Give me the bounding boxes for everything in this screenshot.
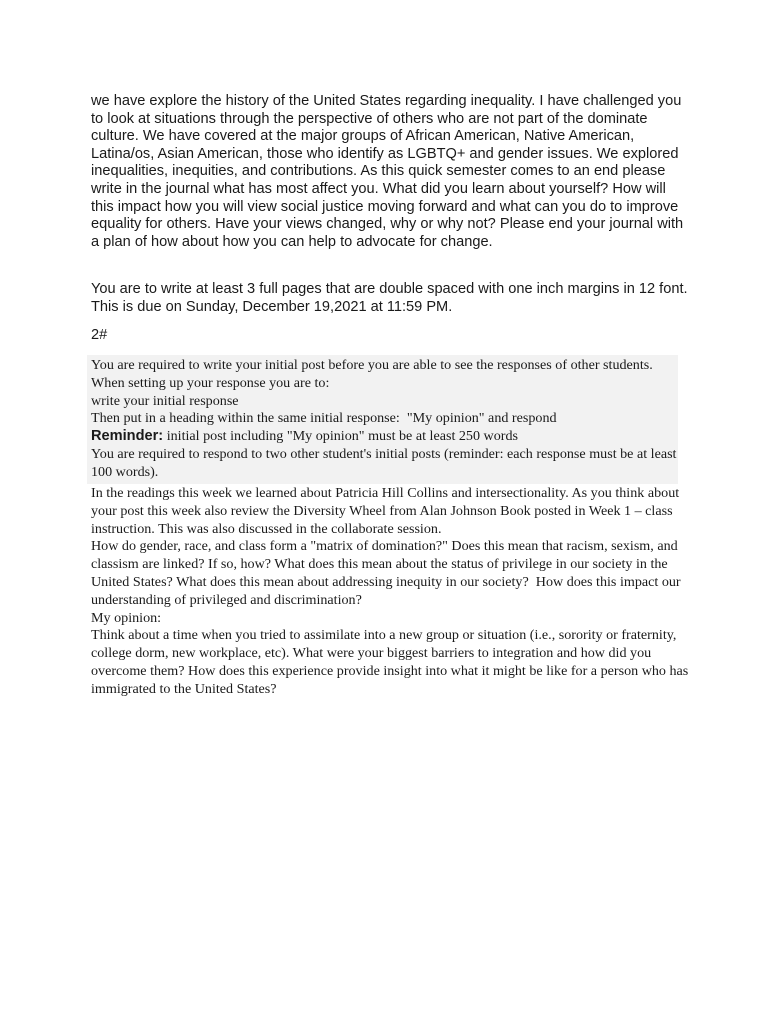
journal-instructions-paragraph: we have explore the history of the United States regarding inequality. I have challenged you to look at situations through the perspective of others who are not part of the dominate culture. We have covered at the major groups of African American, Native American, Latina/os, Asian American, those who identify as LGBTQ+ and gender issues. We explored inequalities, inequities, and contributions. As this quick semester comes to an end please write in the journal what has most affect you. What did you learn about yourself? How will this impact how you will view social justice moving forward and what can you do to improve equality for others. Have your views changed, why or why not? Please end your journal with a plan of how about how you can help to advocate for change. xyxy=(91,93,684,250)
prompt-readings-paragraph: In the readings this week we learned about Patricia Hill Collins and intersectionality. As you think about your post this week also review the Diversity Wheel from Alan Johnson Book posted in Week 1 – class instruction. This was also discussed in the collaborate session. xyxy=(91,485,683,537)
reminder-line xyxy=(91,428,691,446)
discussion-instructions xyxy=(91,357,691,482)
instruction-respond-others: You are required to respond to two other student's initial posts (reminder: each response must be at least 100 words). xyxy=(91,445,681,480)
journal-requirements-paragraph: You are to write at least 3 full pages that are double spaced with one inch margins in 12 font. This is due on Sunday, December 19,2021 at 11:59 PM. xyxy=(91,281,688,315)
discussion-prompt xyxy=(91,485,691,699)
section-number: 2# xyxy=(91,327,108,343)
prompt-questions-paragraph: How do gender, race, and class form a "matrix of domination?" Does this mean that racism, sexism, and classism are linked? If so, how? What does this mean about the status of privilege in our society in the United States? What does this mean about addressing inequity in our society? How does this impact our understanding of privileged and discrimination? xyxy=(91,538,685,608)
instruction-initial-post: You are required to write your initial post before you are able to see the responses of other students. When setting up your response you are to: xyxy=(91,357,660,391)
instruction-write-response: write your initial response xyxy=(91,392,239,409)
reminder-label: Reminder: xyxy=(91,428,164,445)
prompt-assimilate-paragraph: Think about a time when you tried to assimilate into a new group or situation (i.e., sorority or fraternity, college dorm, new workplace, etc). What were your biggest barriers to integration and how did you overcome them? How does this experience provide insight into what it might be like for a person who has immigrated to the United States? xyxy=(91,627,692,697)
reminder-text: initial post including "My opinion" must be at least 250 words xyxy=(163,428,518,445)
instruction-heading: Then put in a heading within the same initial response: "My opinion" and respond xyxy=(91,410,557,427)
my-opinion-heading: My opinion: xyxy=(91,609,162,626)
